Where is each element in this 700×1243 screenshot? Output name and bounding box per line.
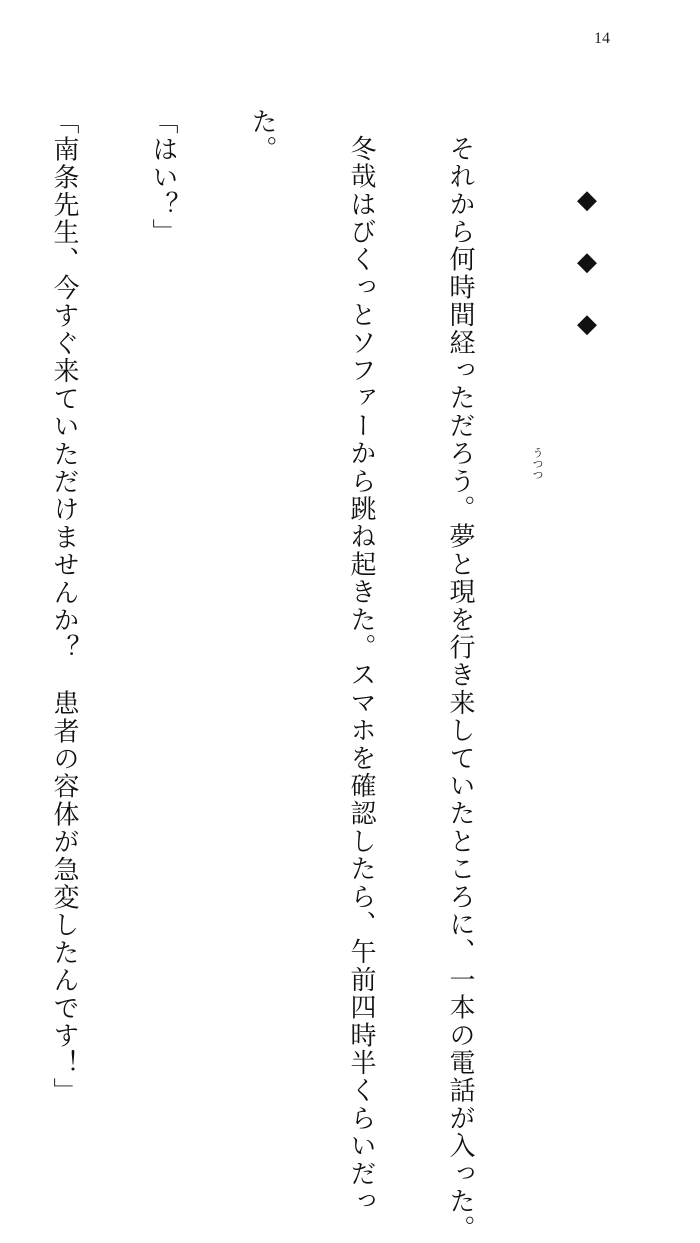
text-line: 冬哉はびくっとソファーから跳ね起きた。スマホを確認したら、午前四時半くらいだっ [346,135,376,1216]
dialogue-line: 「はい？」 [148,108,178,247]
text-line: た。 [247,108,277,164]
text-line: それから何時間経っただろう。夢と現を行き来していたところに、一本の電話が入った。 [445,135,475,1243]
dialogue-line: 「南条先生、今すぐ来ていただけませんか？ 患者の容体が急変したんです！」 [49,108,79,1106]
furigana-ruby: うつつ [531,447,544,480]
section-break-ornament: ◆◆◆ [572,185,602,371]
page-number: 14 [594,30,610,47]
novel-body-text [0,108,542,1243]
